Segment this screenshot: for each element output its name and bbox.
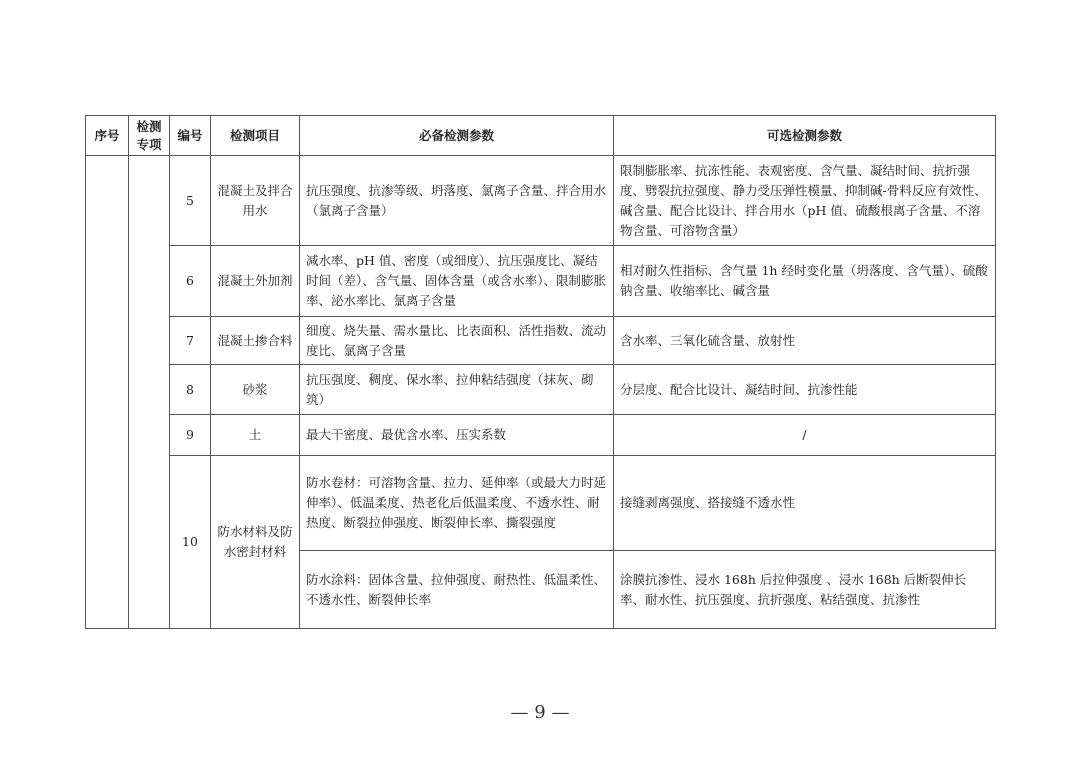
table-row <box>86 456 996 551</box>
required-cell: 减水率、pH 值、密度（或细度）、抗压强度比、凝结时间（差）、含气量、固体含量（或含水率）、限制膨胀率、泌水率比、氯离子含量 <box>300 246 614 317</box>
code-cell: 5 <box>170 156 211 246</box>
header-code: 编号 <box>170 116 211 156</box>
optional-cell: 限制膨胀率、抗冻性能、表观密度、含气量、凝结时间、抗折强度、劈裂抗拉强度、静力受压弹性模量、抑制碱-骨料反应有效性、碱含量、配合比设计、拌合用水（pH 值、硫酸根离子含量、不溶物含量、可溶物含量） <box>614 156 996 246</box>
table-row <box>86 415 996 456</box>
item-cell: 混凝土及拌合用水 <box>211 156 300 246</box>
required-cell: 细度、烧失量、需水量比、比表面积、活性指数、流动度比、氯离子含量 <box>300 317 614 365</box>
item-cell: 混凝土掺合料 <box>211 317 300 365</box>
seq-cell <box>86 156 129 629</box>
table-row <box>86 246 996 317</box>
header-item: 检测项目 <box>211 116 300 156</box>
code-cell: 10 <box>170 456 211 629</box>
header-category: 检测专项 <box>129 116 170 156</box>
required-cell: 最大干密度、最优含水率、压实系数 <box>300 415 614 456</box>
parameters-table <box>85 115 996 629</box>
optional-cell: 涂膜抗渗性、浸水 168h 后拉伸强度 、浸水 168h 后断裂伸长率、耐水性、抗压强度、抗折强度、粘结强度、抗渗性 <box>614 551 996 629</box>
optional-cell: / <box>614 415 996 456</box>
required-cell: 防水涂料：固体含量、拉伸强度、耐热性、低温柔性、不透水性、断裂伸长率 <box>300 551 614 629</box>
required-cell: 防水卷材：可溶物含量、拉力、延伸率（或最大力时延伸率）、低温柔度、热老化后低温柔度、不透水性、耐热度、断裂拉伸强度、断裂伸长率、撕裂强度 <box>300 456 614 551</box>
item-cell: 混凝土外加剂 <box>211 246 300 317</box>
item-cell: 砂浆 <box>211 365 300 415</box>
header-row <box>86 116 996 156</box>
header-required: 必备检测参数 <box>300 116 614 156</box>
table-row <box>86 317 996 365</box>
optional-cell: 含水率、三氧化硫含量、放射性 <box>614 317 996 365</box>
category-cell <box>129 156 170 629</box>
code-cell: 8 <box>170 365 211 415</box>
required-cell: 抗压强度、抗渗等级、坍落度、氯离子含量、拌合用水（氯离子含量） <box>300 156 614 246</box>
optional-cell: 相对耐久性指标、含气量 1h 经时变化量（坍落度、含气量）、硫酸钠含量、收缩率比、碱含量 <box>614 246 996 317</box>
optional-cell: 分层度、配合比设计、凝结时间、抗渗性能 <box>614 365 996 415</box>
item-cell: 防水材料及防水密封材料 <box>211 456 300 629</box>
header-seq: 序号 <box>86 116 129 156</box>
code-cell: 9 <box>170 415 211 456</box>
page-number: — 9 — <box>510 702 570 723</box>
header-optional: 可选检测参数 <box>614 116 996 156</box>
table-row <box>86 365 996 415</box>
required-cell: 抗压强度、稠度、保水率、拉伸粘结强度（抹灰、砌筑） <box>300 365 614 415</box>
optional-cell: 接缝剥离强度、搭接缝不透水性 <box>614 456 996 551</box>
code-cell: 6 <box>170 246 211 317</box>
code-cell: 7 <box>170 317 211 365</box>
item-cell: 土 <box>211 415 300 456</box>
table-row <box>86 156 996 246</box>
